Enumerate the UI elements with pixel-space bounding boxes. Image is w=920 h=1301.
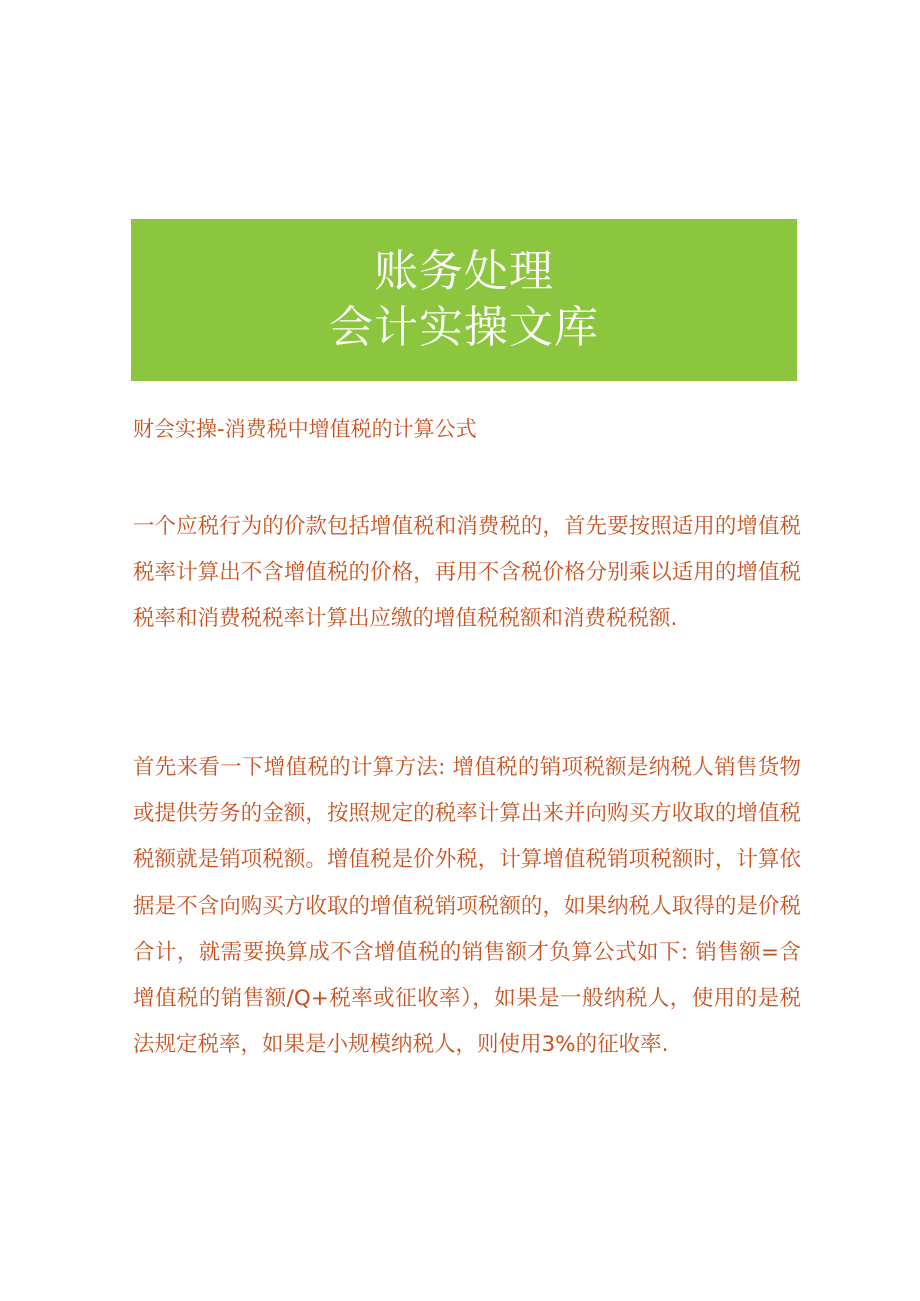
banner-title-line2: 会计实操文库 — [329, 302, 599, 353]
header-banner — [131, 219, 797, 381]
banner-title-line1: 账务处理 — [374, 246, 554, 297]
paragraph-intro: 一个应税行为的价款包括增值税和消费税的，首先要按照适用的增值税税率计算出不含增值税的价格，再用不含税价格分别乘以适用的增值税税率和消费税税率计算出应缴的增值税税额和消费税税额. — [133, 514, 801, 632]
paragraph-vat-calculation: 首先来看一下增值税的计算方法: 增值税的销项税额是纳税人销售货物或提供劳务的金额，按照规定的税率计算出来并向购买方收取的增值税税额就是销项税额。增值税是价外税，计算增值税销项税额时，计算依据是不含向购买方收取的增值税销项税额的，如果纳税人取得的是价税合计，就需要换算成不含增值税的销售额才负算公式如下: 销售额=含增值税的销售额/Q+税率或征收率），如果是一般纳税人，使用的是税法规定税率，如果是小规模纳税人，则使用3%的征收率. — [133, 755, 801, 1058]
document-title: 财会实操-消费税中增值税的计算公式 — [133, 417, 477, 441]
